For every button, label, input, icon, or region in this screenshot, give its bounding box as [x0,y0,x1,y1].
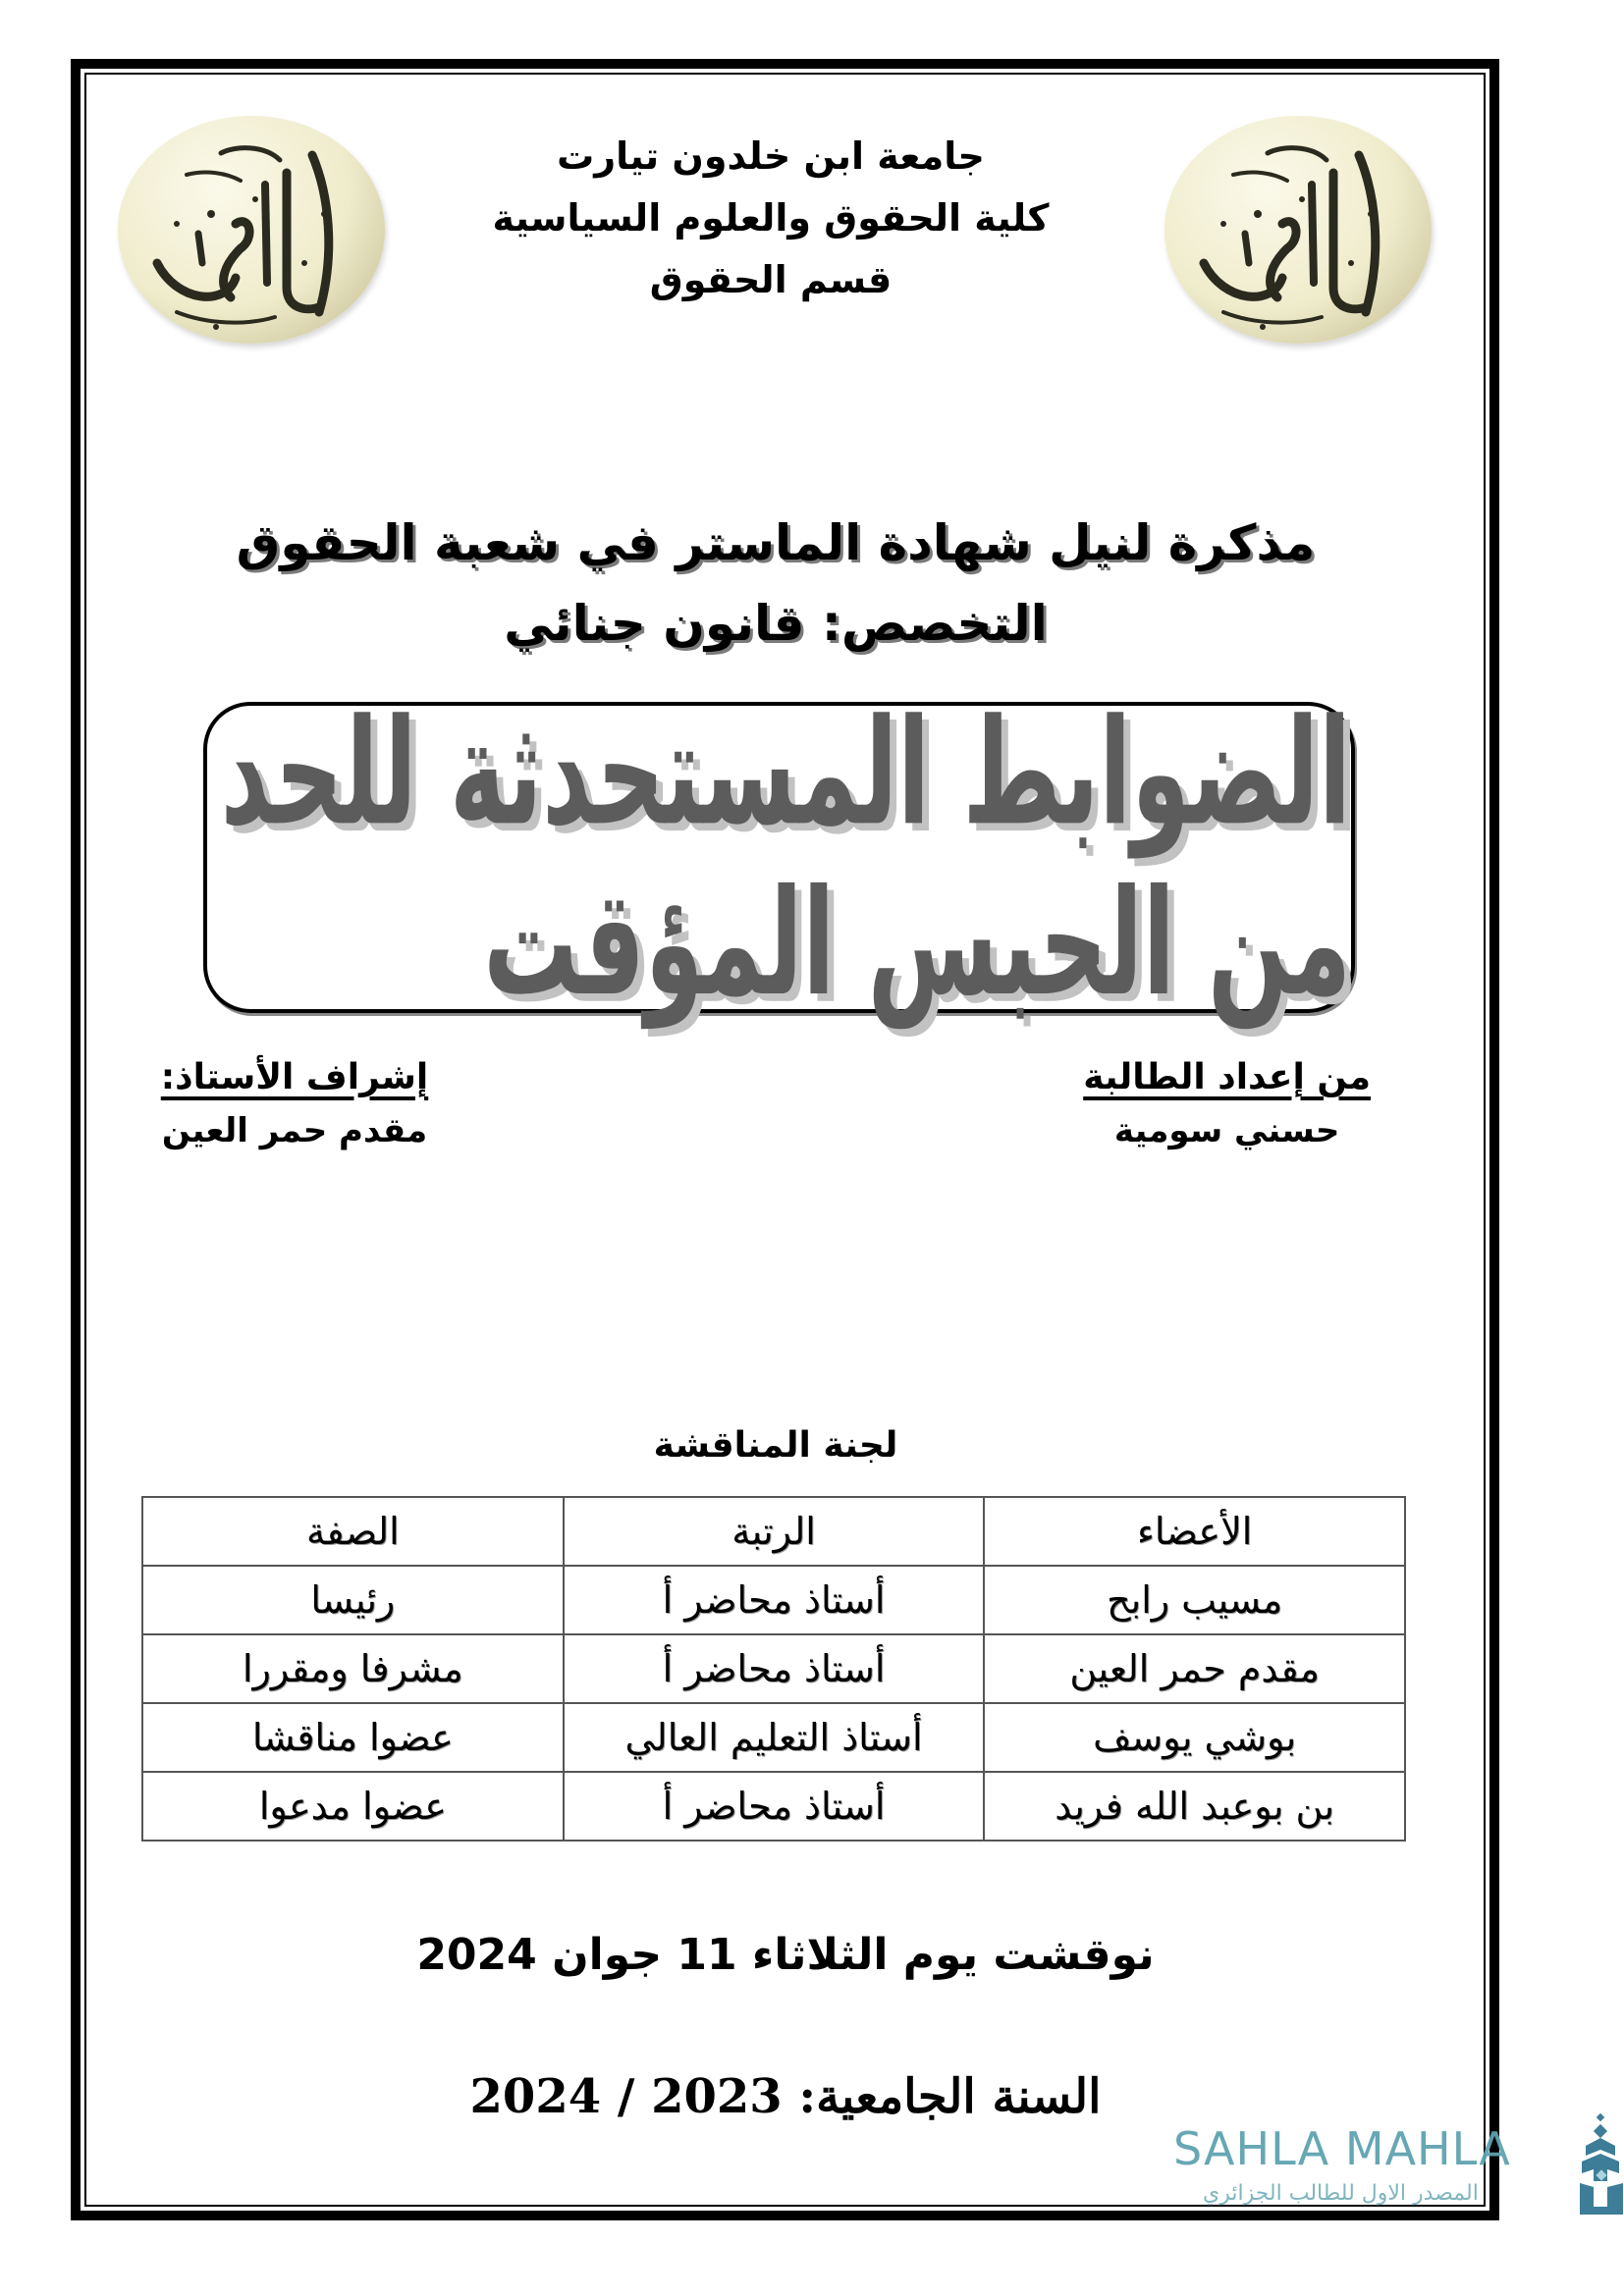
supervisor-label: إشراف الأستاذ: [160,1057,429,1097]
jury-table [141,1496,1406,1842]
thesis-title: الضوابط المستحدثة للحد من الحبس المؤقت [220,686,1351,1029]
member-role: عضوا مدعوا [142,1772,564,1841]
watermark [1173,2112,1624,2230]
member-rank: أستاذ التعليم العالي [564,1703,985,1772]
member-rank: أستاذ محاضر أ [564,1566,985,1634]
table-row [142,1703,1405,1772]
degree-block [236,503,1316,664]
column-header-rank: الرتبة [564,1497,985,1566]
table-row [142,1566,1405,1634]
member-role: رئيسا [142,1566,564,1634]
table-header-row [142,1497,1405,1566]
member-name: مسيب رابح [984,1566,1405,1634]
table-row [142,1772,1405,1841]
student-block [1083,1050,1371,1156]
faculty-name: كلية الحقوق والعلوم السياسية [492,196,1050,240]
university-name: جامعة ابن خلدون تيارت [557,134,985,178]
member-role: مشرفا ومقررا [142,1634,564,1703]
sahla-mahla-logo-icon [1578,2112,1624,2220]
university-logo-left [118,116,385,344]
member-name: بوشي يوسف [984,1703,1405,1772]
defense-date: نوقشت يوم الثلاثاء 11 جوان 2024 [416,1930,1155,1980]
academic-year: السنة الجامعية: 2023 / 2024 [469,2069,1102,2124]
thesis-title-box [203,686,1355,1029]
member-role: عضوا مناقشا [142,1703,564,1772]
institution-header [422,126,1119,311]
university-logo-right [1164,116,1432,344]
calligraphy-emblem-icon [1164,116,1432,344]
calligraphy-emblem-icon [118,116,385,344]
department-name: قسم الحقوق [649,258,893,301]
student-label: من إعداد الطالبة [1083,1057,1371,1097]
specialization: التخصص: قانون جنائي [504,595,1048,652]
member-rank: أستاذ محاضر أ [564,1634,985,1703]
student-name: حسني سومية [1113,1111,1340,1150]
jury-title: لجنة المناقشة [653,1425,898,1466]
table-row [142,1634,1405,1703]
watermark-tagline: المصدر الاول للطالب الجزائري [1203,2181,1479,2206]
column-header-role: الصفة [142,1497,564,1566]
column-header-members: الأعضاء [984,1497,1405,1566]
supervisor-block [152,1050,437,1156]
member-name: بن بوعبد الله فريد [984,1772,1405,1841]
degree-statement: مذكرة لنيل شهادة الماستر في شعبة الحقوق [236,514,1316,571]
supervisor-name: مقدم حمر العين [161,1111,428,1150]
member-rank: أستاذ محاضر أ [564,1772,985,1841]
watermark-brand: SAHLA MAHLA [1173,2122,1511,2175]
member-name: مقدم حمر العين [984,1634,1405,1703]
